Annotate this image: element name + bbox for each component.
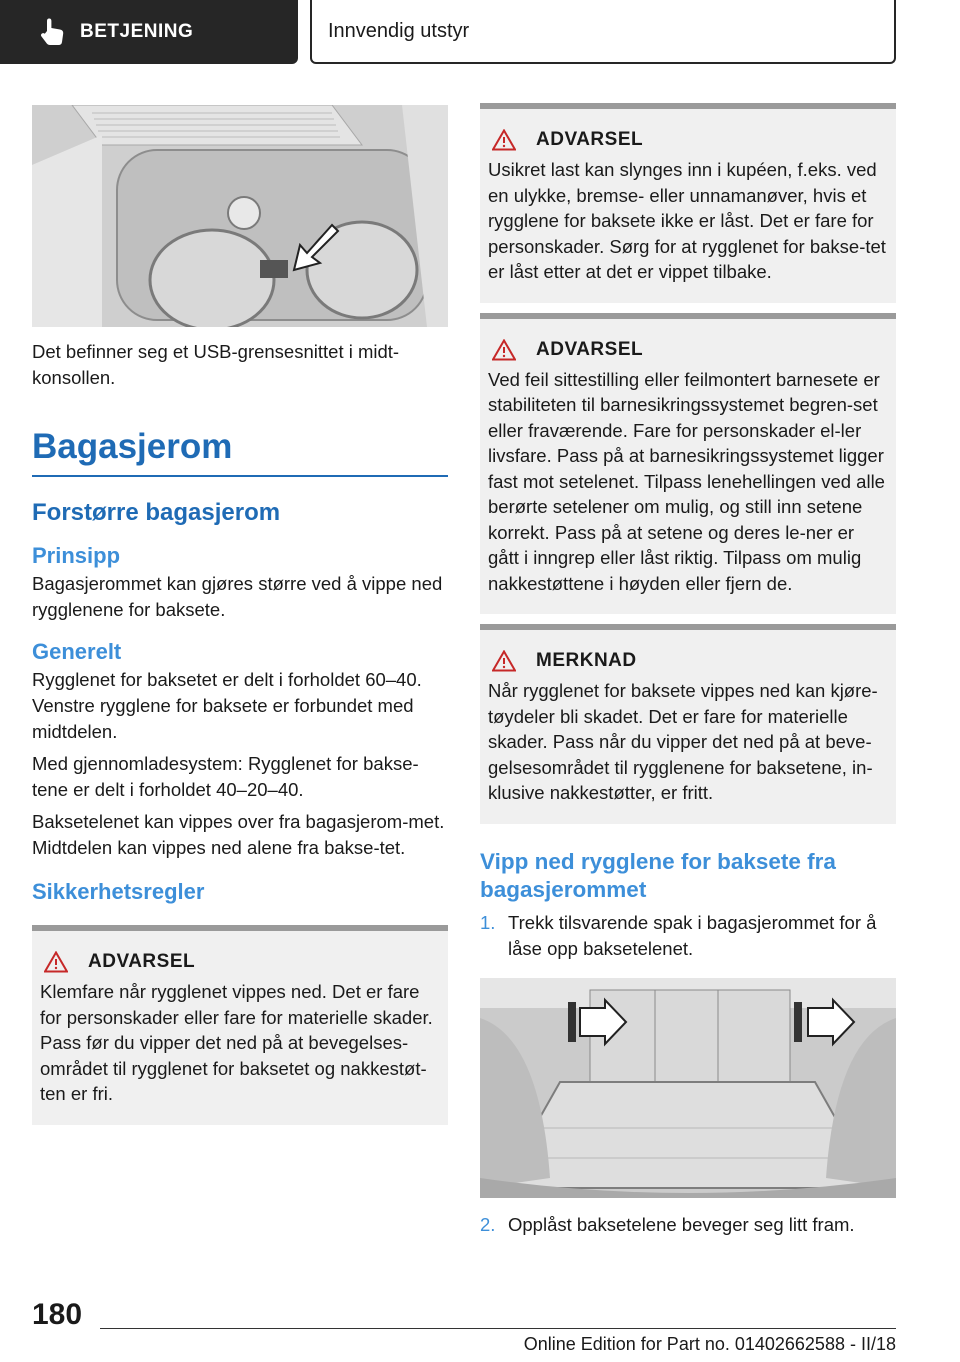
note-box [480, 624, 896, 824]
warning-title: ADVARSEL [492, 129, 888, 151]
step-item: 1. Trekk tilsvarende spak i bagasjerommet for å låse opp baksetelenet. [480, 911, 877, 959]
warning-box [32, 925, 448, 1125]
chapter-label: Innvendig utstyr [328, 19, 470, 42]
warning-triangle-icon [492, 129, 516, 151]
warning-text: Usikret last kan slynges inn i kupéen, f.eks. ved en ulykke, bremse- eller unnamanøver, hvis et rygglene for baksete ikke er låst. Det er fare for personskader. Sørg for at rygglenet for bakse-tet er låst etter at det er vippet tilbake. [488, 159, 886, 282]
page-number: 180 [32, 1298, 83, 1331]
steps-list [480, 1212, 896, 1238]
page-header [0, 0, 960, 66]
warning-title: ADVARSEL [492, 339, 888, 361]
warning-title: ADVARSEL [44, 951, 440, 973]
warning-box [480, 103, 896, 303]
safety-heading: Sikkerhetsregler [32, 879, 205, 904]
section-tab [0, 0, 298, 64]
warning-text: Klemfare når rygglenet vippes ned. Det er fare for personskader eller fare for materielle skader. Pass før du vipper det ned på at bevegelses-området til rygglenet for baksetet og nakkestøt-ten er fri. [40, 981, 433, 1104]
usb-console-image [32, 105, 448, 327]
footer-divider [100, 1328, 896, 1329]
image-caption: Det befinner seg et USB-grensesnittet i midt-konsollen. [32, 341, 400, 388]
step-item: 2. Opplåst baksetelene beveger seg litt fram. [480, 1213, 855, 1235]
right-column [480, 103, 896, 1238]
hand-pointer-icon [40, 18, 66, 46]
warning-box [480, 313, 896, 615]
general-heading: Generelt [32, 639, 122, 664]
footer-edition: Online Edition for Part no. 01402662588 - II/18 [523, 1334, 896, 1354]
principle-text: Bagasjerommet kan gjøres større ved å vippe ned rygglenene for baksete. [32, 573, 443, 620]
principle-heading: Prinsipp [32, 543, 121, 568]
note-text: Når rygglenet for baksete vippes ned kan kjøre-tøydeler bli skadet. Det er fare for materielle skader. Pass når du vipper det ned på at beve-gelsesområdet til rygglenene for baksetene, in-klusive nakkestøtter, er fritt. [488, 680, 878, 803]
warning-text: Ved feil sittestilling eller feilmontert barnesete er stabiliteten til barnesikringssystemet begren-set eller fraværende. Fare for personskader el-ler livsfare. Pass på at barnesikringssystemet ligger fast mot setelenet. Tilpass lenehellingen ved alle berørte setelener om mulig, og still inn setene korrekt. Pass på at setene og deres le-ner er gått i inngrep eller låst riktig. Tilpass om mulig nakkestøttene i høyden eller fjern de. [488, 368, 885, 594]
warning-triangle-icon [44, 951, 68, 973]
chapter-tab [310, 0, 896, 64]
steps-list [480, 910, 896, 962]
caution-triangle-icon [492, 650, 516, 672]
left-column [32, 105, 448, 1125]
procedure-heading: Vipp ned rygglene for baksete fra bagasjerommet [480, 848, 836, 902]
page-title: Bagasjerom [32, 427, 448, 477]
section-label: BETJENING [80, 21, 194, 42]
general-paragraph-1: Rygglenet for baksetet er delt i forholdet 60–40. Venstre rygglene for baksete er forbundet med midtdelen. [32, 669, 422, 742]
trunk-image [480, 978, 896, 1198]
general-paragraph-3: Baksetelenet kan vippes over fra bagasjerom-met. Midtdelen kan vippes ned alene fra bakse-tet. [32, 811, 445, 858]
note-title: MERKNAD [492, 650, 888, 672]
warning-triangle-icon [492, 339, 516, 361]
general-paragraph-2: Med gjennomladesystem: Rygglenet for bakse-tene er delt i forholdet 40–20–40. [32, 753, 419, 800]
section-heading: Forstørre bagasjerom [32, 499, 281, 526]
